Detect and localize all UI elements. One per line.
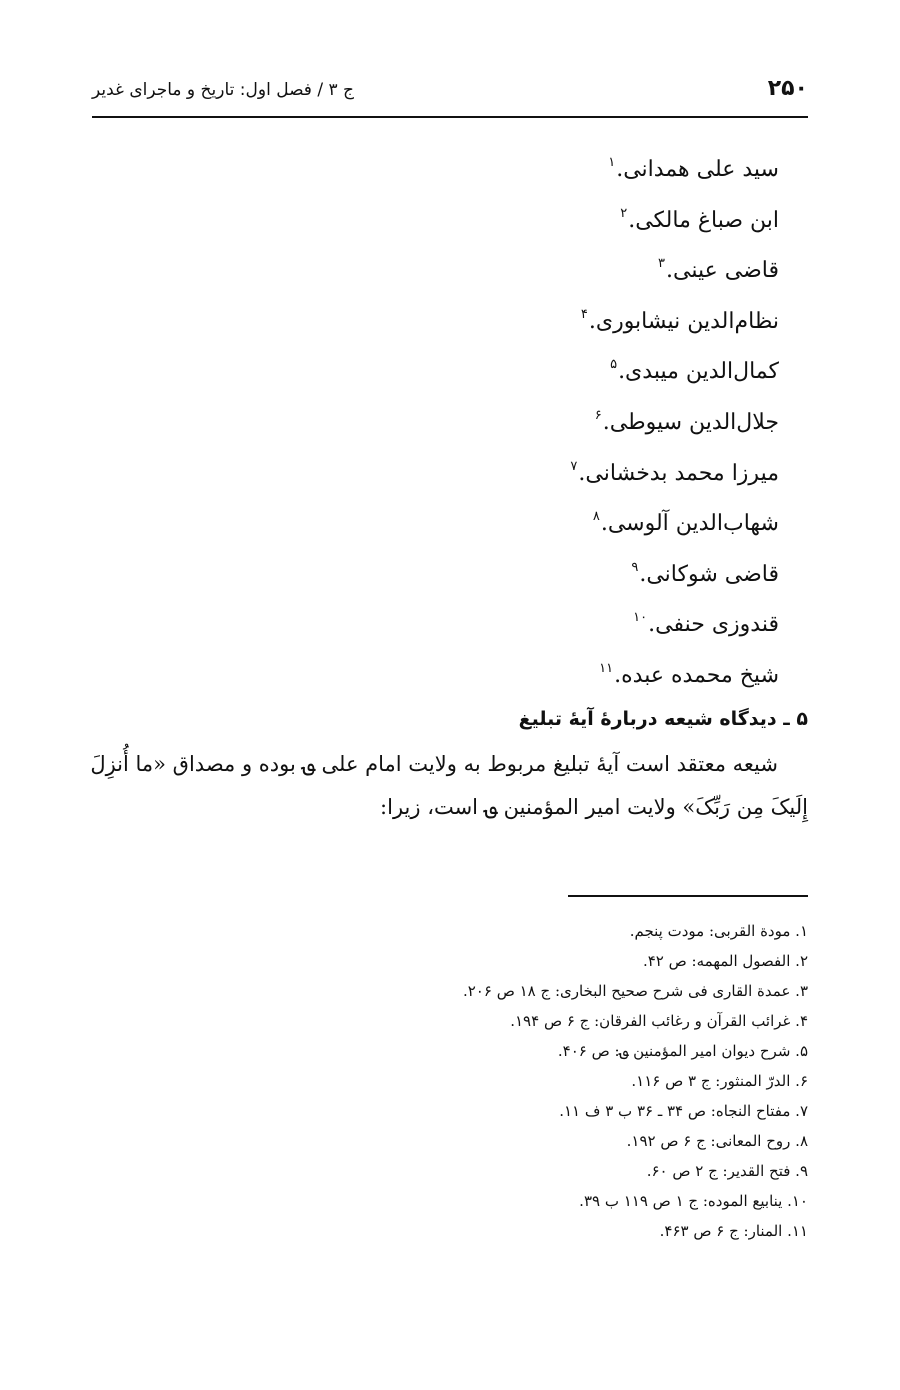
footnote-item: ۱۱. المنار: ج ۶ ص ۴۶۳. [659, 1222, 808, 1240]
paragraph-line: شیعه معتقد است آیهٔ تبلیغ مربوط به ولایت امام علی ؈ بوده و مصداق «ما أُنزِلَ [90, 752, 778, 776]
footnote-item: ۱. مودة القربی: مودت پنجم. [629, 922, 808, 940]
footnote-ref[interactable]: ۵ [610, 357, 618, 373]
footnote-ref[interactable]: ۲ [620, 205, 628, 221]
list-item [179, 598, 779, 649]
footnote-item: ۵. شرح دیوان امیر المؤمنین ؈: ص ۴۰۶. [557, 1042, 808, 1060]
list-item [179, 345, 779, 396]
scholar-name: شیخ محمده عبده. [614, 662, 779, 688]
list-item [179, 497, 779, 548]
footnote-ref[interactable]: ۶ [594, 407, 602, 423]
footnote-ref[interactable]: ۷ [570, 458, 578, 474]
footnote-ref[interactable]: ۱۰ [633, 610, 648, 626]
footnote-ref[interactable]: ۴ [580, 306, 588, 322]
footnote-item: ۱۰. ینابیع الموده: ج ۱ ص ۱۱۹ ب ۳۹. [579, 1192, 808, 1210]
footnote-item: ۹. فتح القدیر: ج ۲ ص ۶۰. [646, 1162, 808, 1180]
page-header [92, 72, 808, 118]
scholar-name: قاضی عینی. [666, 258, 779, 284]
scholar-name: نظام‌الدین نیشابوری. [588, 308, 779, 334]
footnote-ref[interactable]: ۸ [592, 509, 600, 525]
footnote-item: ۴. غرائب القرآن و رغائب الفرقان: ج ۶ ص ۱۹۴. [510, 1012, 808, 1030]
list-item [179, 194, 779, 245]
scholar-name: شهاب‌الدین آلوسی. [600, 511, 779, 537]
body-paragraph [92, 743, 808, 829]
footnote-divider [568, 895, 808, 897]
scholar-name: قاضی شوکانی. [639, 561, 779, 587]
running-title: ج ۳ / فصل اول: تاریخ و ماجرای غدیر [92, 80, 355, 100]
footnote-item: ۳. عمدة القاری فی شرح صحیح البخاری: ج ۱۸ ص ۲۰۶. [462, 982, 808, 1000]
scholar-name: میرزا محمد بدخشانی. [578, 460, 779, 486]
footnote-item: ۲. الفصول المهمه: ص ۴۲. [642, 952, 808, 970]
footnote-ref[interactable]: ۹ [631, 559, 639, 575]
scholar-name: جلال‌الدین سیوطی. [602, 409, 779, 435]
scholar-names-list [179, 143, 779, 700]
page-number: ۲۵۰ [767, 76, 808, 101]
list-item [179, 548, 779, 599]
footnote-item: ۶. الدرّ المنثور: ج ۳ ص ۱۱۶. [631, 1072, 808, 1090]
list-item [179, 295, 779, 346]
section-heading: ۵ ـ دیدگاه شیعه دربارهٔ آیهٔ تبلیغ [518, 708, 808, 730]
footnotes-list [92, 916, 808, 1246]
list-item [179, 396, 779, 447]
list-item [179, 649, 779, 700]
footnote-item: ۸. روح المعانی: ج ۶ ص ۱۹۲. [626, 1132, 808, 1150]
list-item [179, 244, 779, 295]
footnote-ref[interactable]: ۳ [658, 256, 666, 272]
paragraph-line: إِلَیکَ مِن رَبِّکَ» ولایت امیر المؤمنین ؈ است، زیرا: [380, 795, 808, 819]
scholar-name: قندوزی حنفی. [648, 612, 779, 638]
scholar-name: سید علی همدانی. [616, 157, 779, 182]
footnote-ref[interactable]: ۱۱ [599, 660, 614, 676]
footnote-item: ۷. مفتاح النجاه: ص ۳۴ ـ ۳۶ ب ۳ ف ۱۱. [559, 1102, 808, 1120]
scholar-name: ابن صباغ مالکی. [628, 207, 779, 233]
list-item [179, 143, 779, 194]
scholar-name: کمال‌الدین میبدی. [618, 359, 779, 385]
list-item [179, 447, 779, 498]
footnote-ref[interactable]: ۱ [608, 155, 616, 170]
